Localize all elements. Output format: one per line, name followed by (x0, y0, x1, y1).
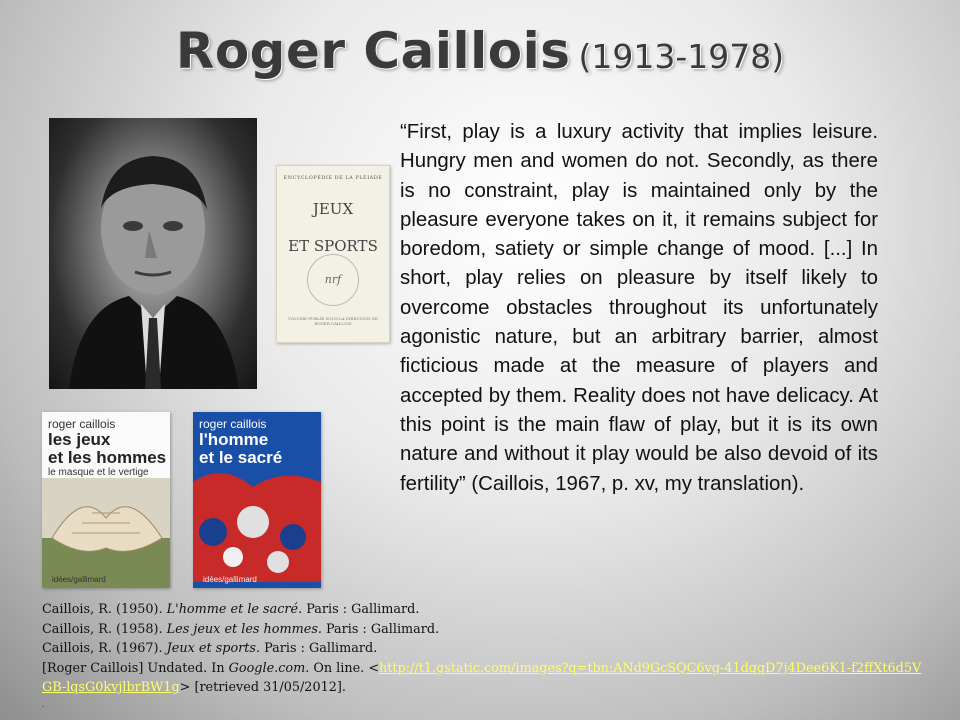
abstract-crowd-illustration (193, 462, 321, 582)
cover-title-line1: les jeux (48, 430, 111, 449)
book-les-jeux-et-les-hommes (42, 412, 170, 588)
ref4-post: > [retrieved 31/05/2012]. (179, 680, 346, 695)
book-jeux-et-sports (276, 165, 390, 343)
ref1-title: L'homme et le sacré. (166, 602, 303, 617)
reference-2 (42, 620, 922, 640)
cover-imprint: idées/gallimard (203, 575, 257, 584)
ref2-post: Paris : Gallimard. (321, 621, 440, 637)
cover-subtitle: le masque et le vertige (48, 467, 149, 478)
caillois-quote: “First, play is a luxury activity that implies leisure. Hungry men and women do not. Secondly, as there is no constraint, play is maintained only by the pleasure everyone takes on it, it remains subject for boredom, satiety or simple change of mood. [...] In short, play relies on pleasure by itself likely to overcome obstacles throughout its unfortunately agonistic nature, but an arbitrary barrier, almost ficticious made at the measure of players and accepted by them. Reality does not have delicacy. At this point is the main flaw of play, but it is its own nature and without it play would be also devoid of its fertility” (Caillois, 1967, p. xv, my translation). (400, 121, 878, 495)
ref3-pre: Caillois, R. (1967). (42, 641, 167, 656)
cover-author: roger caillois (199, 417, 267, 431)
ref4-site: Google.com (228, 660, 306, 676)
ref1-pre: Caillois, R. (1950). (42, 602, 167, 617)
reference-3 (42, 639, 922, 659)
ref2-pre: Caillois, R. (1958). (42, 621, 167, 637)
ref2-title: Les jeux et les hommes. (166, 621, 322, 637)
reference-4 (42, 659, 922, 698)
trailing-dot: . (42, 700, 45, 709)
reference-1 (42, 600, 922, 620)
book-lhomme-et-le-sacre (193, 412, 321, 588)
book-title-line2: ET SPORTS (288, 237, 378, 255)
portrait-photo (49, 118, 257, 389)
references (42, 600, 922, 698)
ref4-pre: [Roger Caillois] Undated. In (42, 660, 229, 676)
book-series: ENCYCLOPÉDIE DE LA PLÉIADE (283, 175, 383, 181)
ref1-post: Paris : Gallimard. (302, 602, 420, 617)
title-years: (1913-1978) (578, 37, 785, 76)
cover-author: roger caillois (48, 417, 116, 431)
ref4-mid: . On line. < (305, 660, 380, 676)
book-title-line1: JEUX (312, 200, 354, 218)
ref3-title: Jeux et sports (166, 641, 256, 656)
cover-title-line2: et les hommes (48, 448, 167, 467)
cover-imprint: idées/gallimard (52, 575, 106, 584)
book-footer: VOLUME PUBLIÉ SOUS LA DIRECTION DE ROGER CAILLOIS (288, 316, 378, 326)
nrf-logo: nrf (307, 254, 359, 306)
cover-title-line1: l'homme (199, 430, 269, 449)
title-name: Roger Caillois (175, 22, 571, 80)
ref3-post: . Paris : Gallimard. (255, 641, 378, 656)
moth-mask-illustration (42, 478, 170, 588)
cover-title-line2: et le sacré (199, 448, 283, 467)
slide-title (0, 22, 960, 80)
image-source-link[interactable]: http://t1.gstatic.com/images?q=tbn:ANd9GcSQC6vg-41dqqD7j4Dee6K1-f2ffXt6d5VGB-lqsG0kvjlbrBW1g (42, 660, 922, 695)
